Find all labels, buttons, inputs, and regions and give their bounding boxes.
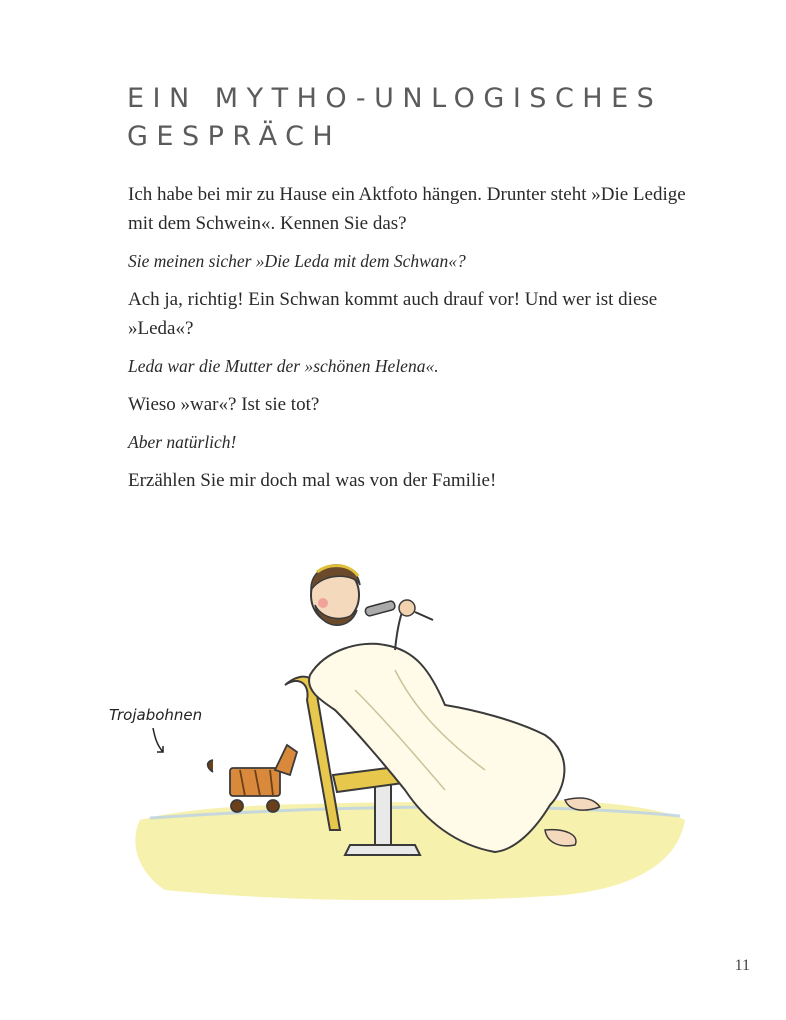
dialogue-answer: Aber natürlich! [128,432,237,452]
chapter-title-line-2: GESPRÄCH [127,121,342,152]
chapter-title-line-1: EIN MYTHO-UNLOGISCHES [127,83,663,114]
dialogue-question: Erzählen Sie mir doch mal was von der Familie! [128,470,497,491]
toy-horse [208,745,297,812]
page-number: 11 [734,957,750,974]
dialogue-question: Wieso »war«? Ist sie tot? [128,394,320,415]
illustration-caption: Trojabohnen [109,706,203,724]
dialogue-answer: Sie meinen sicher »Die Leda mit dem Schwan«? [128,251,466,271]
illustration [95,500,695,900]
dialogue-answer: Leda war die Mutter der »schönen Helena«. [128,356,439,376]
caption-arrow-icon [153,728,163,752]
man-head [311,565,360,625]
microphone [364,600,395,616]
dialogue-question: Ach ja, richtig! Ein Schwan kommt auch drauf vor! Und wer ist diese »Leda«? [128,289,658,339]
chapter-title [127,80,662,156]
dialogue-question: Ich habe bei mir zu Hause ein Aktfoto hängen. Drunter steht »Die Ledige mit dem Schwein«. Kennen Sie das? [128,184,686,234]
dialogue [128,180,688,504]
